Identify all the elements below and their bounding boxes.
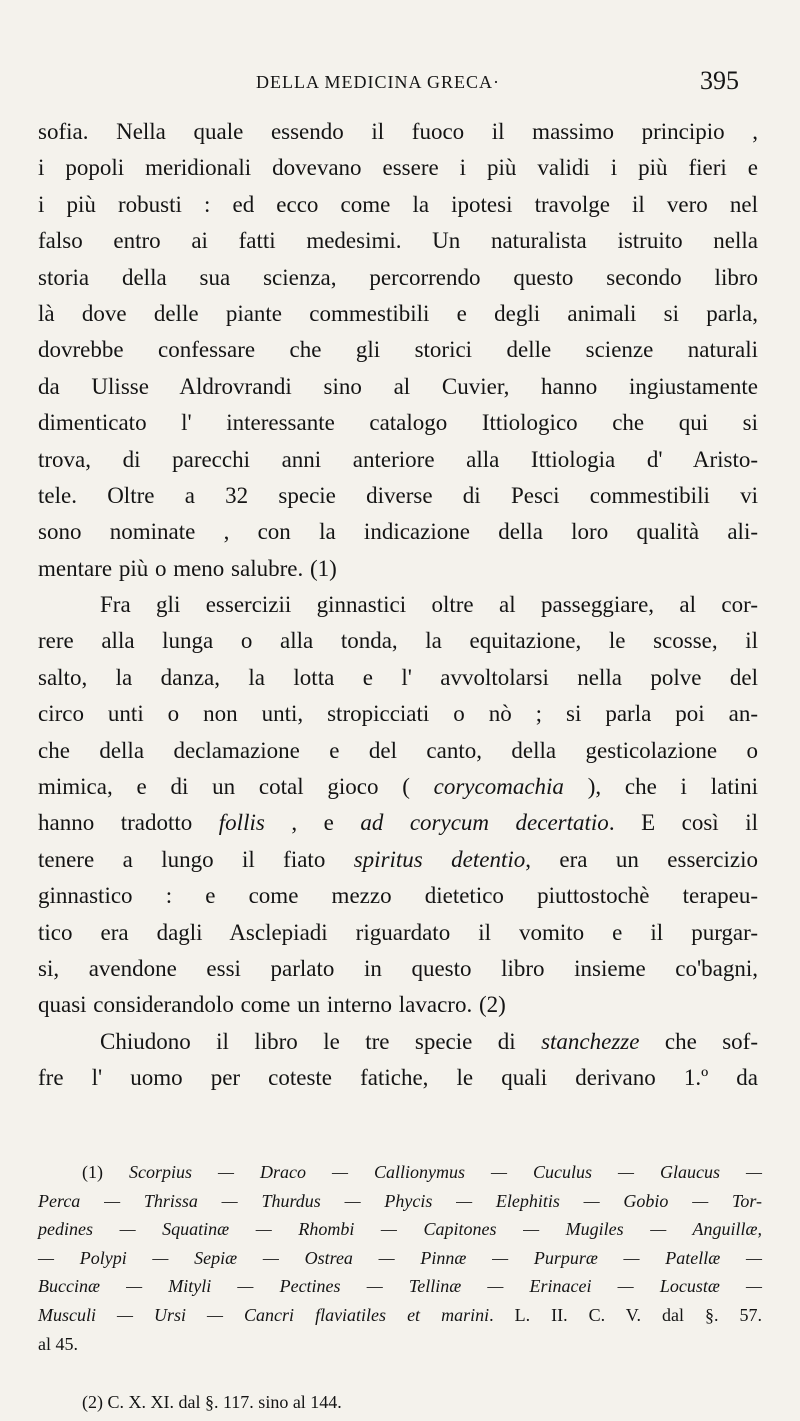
text-line: tele. Oltre a 32 specie diverse di Pesci commestibili vi <box>38 482 758 508</box>
text-segment: hanno tradotto <box>38 810 219 836</box>
footnote-text: Perca — Thrissa — Thurdus — Phycis — Elephitis — Gobio — Tor- <box>38 1190 762 1211</box>
footnote-text: — Polypi — Sepiæ — Ostrea — Pinnæ — Purpuræ — Patellæ — <box>38 1247 762 1268</box>
text-line: quasi considerandolo come un interno lavacro. (2) <box>38 992 506 1018</box>
text-line: i più robusti : ed ecco come la ipotesi travolge il vero nel <box>38 191 758 217</box>
footnote-2: (2) C. X. XI. dal §. 117. sino al 144. <box>82 1392 342 1413</box>
text-line: storia della sua scienza, percorrendo questo secondo libro <box>38 264 758 290</box>
text-line: rere alla lunga o alla tonda, la equitazione, le scosse, il <box>38 628 758 654</box>
text-line: là dove delle piante commestibili e degli animali si parla, <box>38 300 758 326</box>
footnote-text: Buccinæ — Mityli — Pectines — Tellinæ — Erinacei — Locustæ — <box>38 1276 762 1297</box>
italic-term: stanchezze <box>541 1028 640 1054</box>
text-line: ginnastico : e come mezzo dietetico piuttostochè terapeu- <box>38 883 758 909</box>
footnote-1-line <box>38 1215 762 1244</box>
text-line: tico era dagli Asclepiadi riguardato il vomito e il purgar- <box>38 919 758 945</box>
footnote-text: Musculi — Ursi — Cancri flaviatiles et marini <box>38 1304 490 1325</box>
text-line: circo unti o non unti, stropicciati o nò ; si parla poi an- <box>38 701 758 727</box>
italic-term: spiritus detentio <box>353 846 526 872</box>
footnote-1-line <box>38 1244 762 1273</box>
text-segment: che sof- <box>639 1028 758 1054</box>
text-line: dimenticato l' interessante catalogo Ittiologico che qui si <box>38 410 758 436</box>
text-segment: . E così il <box>608 810 758 836</box>
text-line: fre l' uomo per coteste fatiche, le quali derivano 1.º da <box>38 1065 758 1091</box>
text-segment: mimica, e di un cotal gioco ( <box>38 774 434 800</box>
body-text <box>38 114 758 1097</box>
text-line: trova, di parecchi anni anteriore alla Ittiologia d' Aristo- <box>38 446 758 472</box>
text-line <box>38 842 758 878</box>
text-line: si, avendone essi parlato in questo libro insieme co'bagni, <box>38 955 758 981</box>
footnote-text: pedines — Squatinæ — Rhombi — Capitones — Mugiles — Anguillæ, <box>38 1219 762 1240</box>
text-line: mentare più o meno salubre. (1) <box>38 555 337 581</box>
footnotes <box>38 1158 762 1417</box>
footnote-text: Scorpius — Draco — Callionymus — Cuculus — Glaucus — <box>129 1162 763 1182</box>
footnote-1-line <box>38 1158 762 1187</box>
footnote-1-line <box>38 1272 762 1301</box>
text-line: da Ulisse Aldrovrandi sino al Cuvier, hanno ingiustamente <box>38 373 758 399</box>
text-line <box>38 769 758 805</box>
footnote-marker: (1) <box>82 1162 129 1182</box>
footnote-1-line <box>38 1301 762 1330</box>
text-line: che della declamazione e del canto, della gesticolazione o <box>38 737 758 763</box>
text-line: dovrebbe confessare che gli storici delle scienze naturali <box>38 337 758 363</box>
text-line: salto, la danza, la lotta e l' avvoltolarsi nella polve del <box>38 664 758 690</box>
footnote-reference: . L. II. C. V. dal §. 57. <box>489 1304 762 1325</box>
text-segment: , era un essercizio <box>525 846 758 872</box>
text-line: sofia. Nella quale essendo il fuoco il massimo principio , <box>38 119 758 144</box>
italic-term: follis <box>218 810 265 836</box>
text-line: Fra gli essercizii ginnastici oltre al passeggiare, al cor- <box>100 592 758 618</box>
text-line <box>38 805 758 841</box>
text-line: i popoli meridionali dovevano essere i più validi i più fieri e <box>38 155 758 181</box>
text-segment: tenere a lungo il fiato <box>38 846 354 872</box>
footnote-1-line <box>38 1187 762 1216</box>
text-line <box>38 1024 758 1060</box>
running-title: DELLA MEDICINA GRECA· <box>256 72 500 92</box>
text-segment: Chiudono il libro le tre specie di <box>100 1028 542 1054</box>
italic-term: corycomachia <box>433 774 564 800</box>
footnote-1-line: al 45. <box>38 1333 78 1354</box>
italic-term: ad corycum decertatio <box>360 810 609 836</box>
text-line: falso entro ai fatti medesimi. Un naturalista istruito nella <box>38 228 758 254</box>
page-number: 395 <box>700 66 739 95</box>
text-line: sono nominate , con la indicazione della loro qualità ali- <box>38 519 758 545</box>
text-segment: ), che i latini <box>563 774 758 800</box>
text-segment: , e <box>264 810 361 836</box>
